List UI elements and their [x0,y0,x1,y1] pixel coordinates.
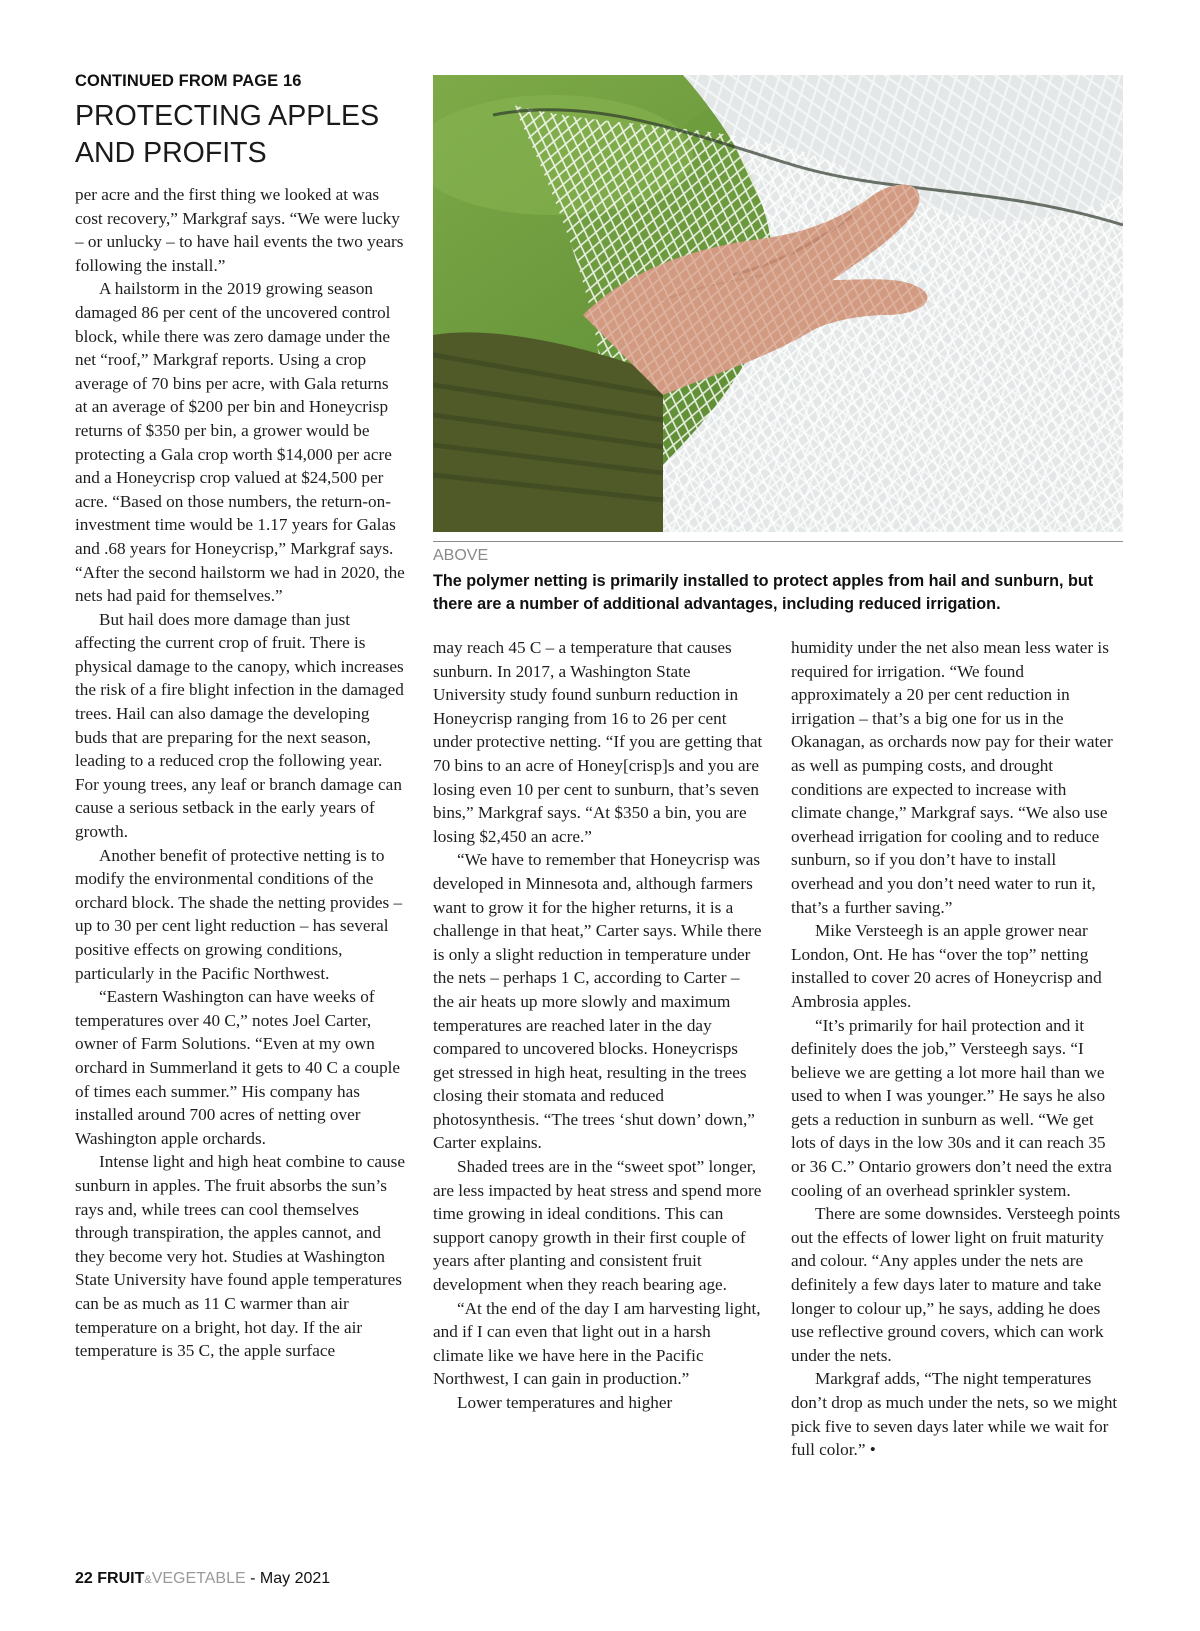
paragraph: Shaded trees are in the “sweet spot” longer, are less impacted by heat stress and spend more time growing in ideal conditions. This can support canopy growth in their first couple of years after planting and consistent fruit development when they reach bearing age. [433,1157,762,1295]
magazine-name-ampersand: & [144,1574,152,1586]
page-number: 22 [75,1570,93,1587]
paragraph: per acre and the first thing we looked at was cost recovery,” Markgraf says. “We were lucky – or unlucky – to have hail events the two years following the install.” [75,185,404,275]
paragraph: But hail does more damage than just affecting the current crop of fruit. There is physical damage to the canopy, which increases the risk of a fire blight infection in the damaged trees. Hail can also damage the developing buds that are preparing for the next season, leading to a reduced crop the following year. For young trees, any leaf or branch damage can cause a serious setback in the early years of growth. [75,609,404,842]
page-footer [75,1570,330,1588]
netting-hand-photo [433,75,1123,532]
paragraph: humidity under the net also mean less water is required for irrigation. “We found approximately a 20 per cent reduction in irrigation – that’s a big one for us in the Okanagan, as orchards now pay for their water as well as pumping costs, and drought conditions are expected to increase with climate change,” Markgraf says. “We also use overhead irrigation for cooling and to reduce sunburn, so if you don’t have to install overhead and you don’t need water to run it, that’s a further saving.” [791,638,1113,917]
magazine-name-fruit: FRUIT [97,1570,145,1587]
paragraph: Mike Versteegh is an apple grower near London, Ont. He has “over the top” netting installed to cover 20 acres of Honeycrisp and Ambrosia apples. [791,921,1102,1011]
article-title-line-1: PROTECTING APPLES [75,100,380,132]
photo-caption: The polymer netting is primarily installed to protect apples from hail and sunburn, but there are a number of additional advantages, including reduced irrigation. [433,572,1094,613]
article-title [75,98,405,172]
paragraph: Intense light and high heat combine to cause sunburn in apples. The fruit absorbs the sun’s rays and, while trees can cool themselves through transpiration, the apples cannot, and they become very hot. Studies at Washington State University have found apple temperatures can be as much as 11 C warmer than air temperature on a bright, hot day. If the air temperature is 35 C, the apple surface [75,1152,405,1361]
caption-label: ABOVE [433,547,489,564]
issue-date: - May 2021 [250,1570,331,1587]
paragraph: There are some downsides. Versteegh points out the effects of lower light on fruit maturity and colour. “Any apples under the nets are definitely a few days later to mature and take longer to colour up,” he says, adding he does use reflective ground covers, which can work under the nets. [791,1204,1121,1365]
paragraph: “At the end of the day I am harvesting light, and if I can even that light out in a harsh climate like we have here in the Pacific Northwest, I can gain in production.” [433,1298,761,1389]
article-column-1 [75,183,405,1363]
paragraph: Lower temperatures and higher [457,1393,673,1412]
paragraph: “Eastern Washington can have weeks of temperatures over 40 C,” notes Joel Carter, owner of Farm Solutions. “Even at my own orchard in Summerland it gets to 40 C a couple of times each summer.” His company has installed around 700 acres of netting over Washington apple orchards. [75,987,401,1148]
paragraph: “It’s primarily for hail protection and it definitely does the job,” Versteegh says. “I believe we are getting a lot more hail than we used to when I was younger.” He says he also gets a reduction in sunburn as well. “We get lots of days in the low 30s and it can reach 35 or 36 C.” Ontario growers don’t need the extra cooling of an overhead sprinkler system. [791,1015,1112,1200]
paragraph: Another benefit of protective netting is to modify the environmental conditions of the orchard block. The shade the netting provides – up to 30 per cent light reduction – has several positive effects on growing conditions, particularly in the Pacific Northwest. [75,845,403,983]
paragraph: A hailstorm in the 2019 growing season damaged 86 per cent of the uncovered control block, while there was zero damage under the net “roof,” Markgraf reports. Using a crop average of 70 bins per acre, with Gala returns at an average of $200 per bin and Honeycrisp returns of $350 per bin, a grower would be protecting a Gala crop worth $14,000 per acre and a Honeycrisp crop valued at $24,500 per acre. “Based on those numbers, the return-on-investment time would be 1.17 years for Galas and .68 years for Honeycrisp,” Markgraf says. “After the second hailstorm we had in 2020, the nets had paid for themselves.” [75,279,405,606]
continued-from-label: CONTINUED FROM PAGE 16 [75,72,302,90]
article-title-line-2: AND PROFITS [75,137,267,169]
photo-illustration [433,75,1123,532]
article-column-3 [791,636,1121,1462]
article-column-2 [433,636,763,1415]
paragraph: may reach 45 C – a temperature that causes sunburn. In 2017, a Washington State University study found sunburn reduction in Honeycrisp ranging from 16 to 26 per cent under protective netting. “If you are getting that 70 bins to an acre of Honey[crisp]s and you are losing even 10 per cent to sunburn, that’s seven bins,” Markgraf says. “At $350 a bin, you are losing $2,450 an acre.” [433,638,763,846]
paragraph: “We have to remember that Honeycrisp was developed in Minnesota and, although farmers want to grow it for the higher returns, it is a challenge in that heat,” Carter says. While there is only a slight reduction in temperature under the nets – perhaps 1 C, according to Carter – the air heats up more slowly and maximum temperatures are reached later in the day compared to uncovered blocks. Honeycrisps get stressed in high heat, resulting in the trees closing their stomata and reduced photosynthesis. “The trees ‘shut down’ down,” Carter explains. [433,850,762,1153]
magazine-name-vegetable: VEGETABLE [151,1570,246,1587]
caption-divider [433,541,1123,542]
paragraph: Markgraf adds, “The night temperatures don’t drop as much under the nets, so we might pick five to seven days later while we wait for full color.” • [791,1369,1118,1460]
